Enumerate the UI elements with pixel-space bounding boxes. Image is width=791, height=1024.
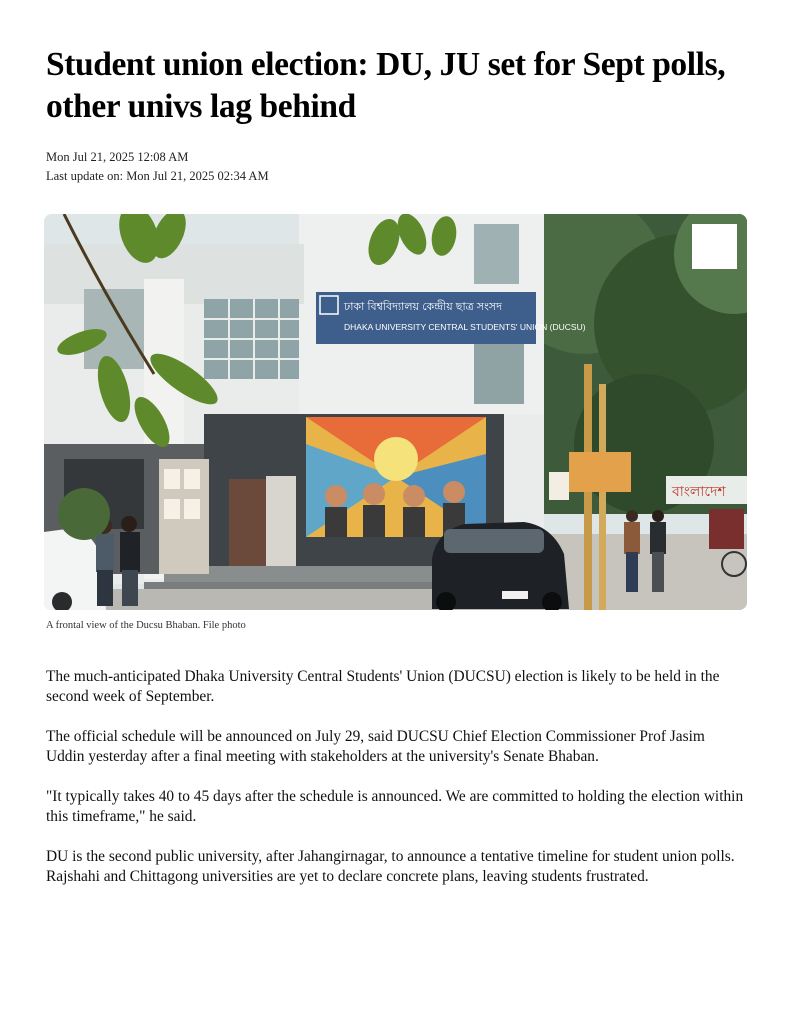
signboard-text: DHAKA UNIVERSITY CENTRAL STUDENTS' UNION (DUCSU) — [344, 322, 586, 332]
paragraph: The much-anticipated Dhaka University Central Students' Union (DUCSU) election is likely to be held in the second week of September. — [46, 668, 720, 705]
headline: Student union election: DU, JU set for Sept polls, other univs lag behind — [46, 46, 726, 125]
svg-text:বাংলাদেশ: বাংলাদেশ — [672, 483, 726, 499]
published-date: Mon Jul 21, 2025 12:08 AM — [46, 150, 189, 164]
updated-date: Last update on: Mon Jul 21, 2025 02:34 AM — [46, 169, 269, 183]
article-photo — [44, 214, 747, 610]
paragraph: DU is the second public university, after Jahangirnagar, to announce a tentative timeline for student union polls. Rajshahi and Chittagong universities are yet to declare concrete plans, leaving students frustrated. — [46, 848, 735, 885]
photo-caption: A frontal view of the Ducsu Bhaban. File photo — [46, 620, 246, 631]
article — [46, 44, 748, 186]
paragraph: The official schedule will be announced on July 29, said DUCSU Chief Election Commissioner Prof Jasim Uddin yesterday after a final meeting with stakeholders at the university's Senate Bhaban. — [46, 728, 705, 765]
paragraph: "It typically takes 40 to 45 days after the schedule is announced. We are committed to holding the election within this timeframe," he said. — [46, 788, 744, 825]
article-body — [46, 667, 746, 907]
svg-text:ঢাকা বিশ্ববিদ্যালয় কেন্দ্রীয়: ঢাকা বিশ্ববিদ্যালয় কেন্দ্রীয় ছাত্র সংসদ — [344, 301, 502, 313]
article-meta — [46, 148, 748, 186]
